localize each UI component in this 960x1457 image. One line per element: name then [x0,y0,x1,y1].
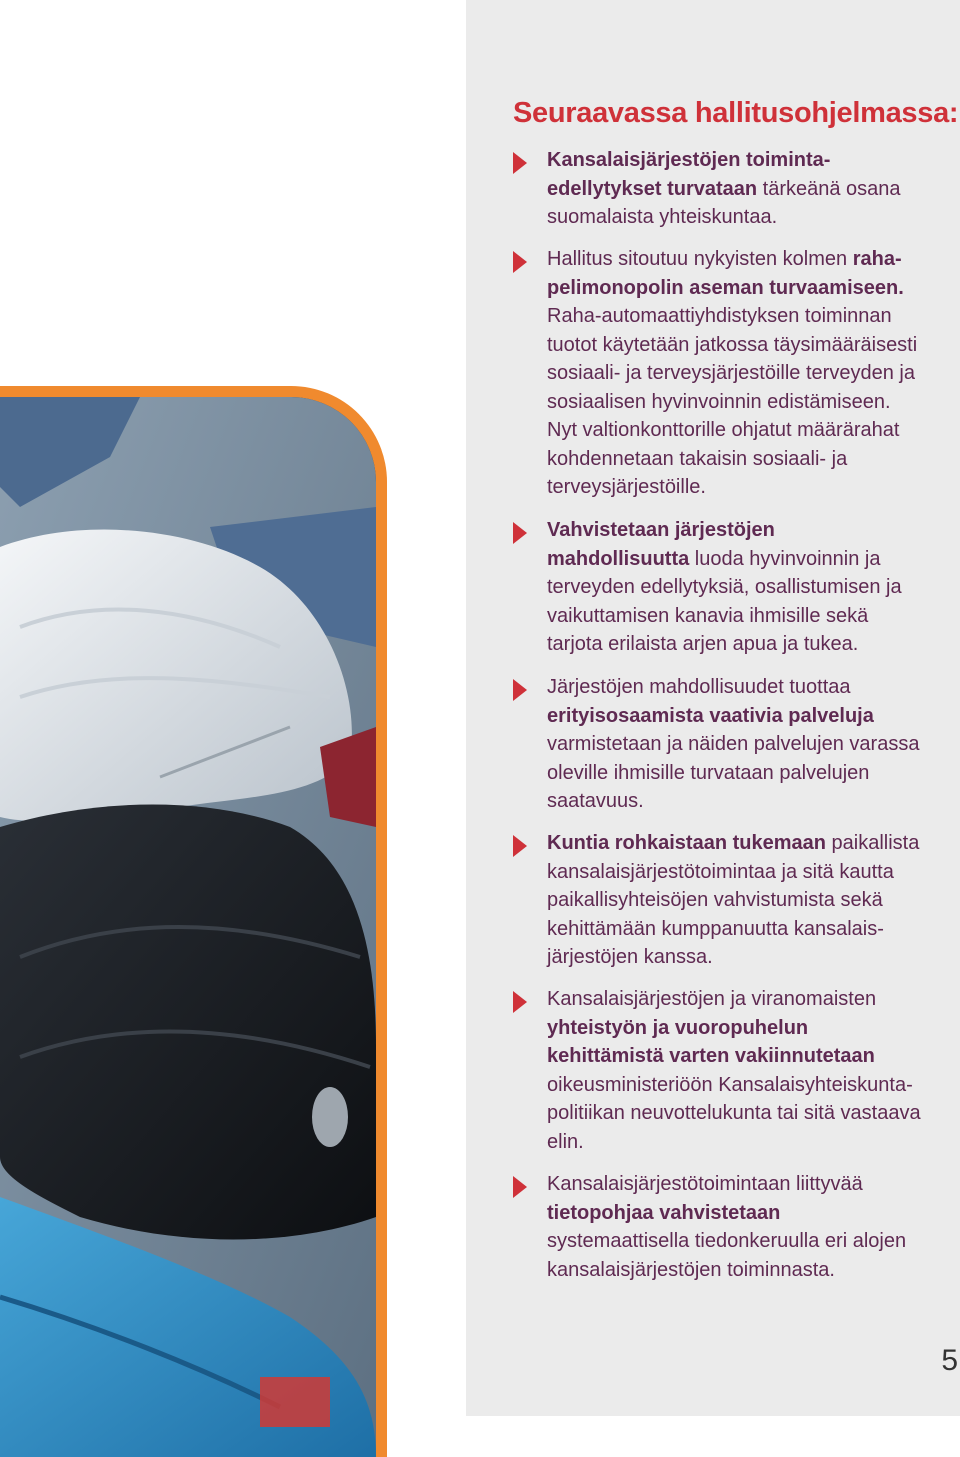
page-number: 5 [941,1344,958,1377]
triangle-bullet-icon [513,152,527,174]
triangle-bullet-icon [513,991,527,1013]
triangle-bullet-icon [513,1176,527,1198]
triangle-bullet-icon [513,251,527,273]
triangle-bullet-icon [513,679,527,701]
triangle-bullet-icon [513,522,527,544]
item-text: Kuntia rohkaistaan tukemaan paikallista kansalaisjärjestötoimintaa ja sitä kautta paikallisyhteisöjen vahvistumista sekä kehittämään kumppanuutta kansalais- järjestöjen kanssa. [547,832,920,968]
item-text: Järjestöjen mahdollisuudet tuottaa erityisosaamista vaativia palveluja varmistetaan ja näiden palvelujen varassa oleville ihmisille turvataan palvelujen saatavuus. [547,676,920,812]
winter-jackets-photo [0,397,376,1457]
item-text: Kansalaisjärjestöjen toiminta- edellytykset turvataan tärkeänä osana suomalaista yhteiskuntaa. [547,149,901,228]
item-text: Hallitus sitoutuu nykyisten kolmen raha- pelimonopolin aseman turvaamiseen. Raha-automaattiyhdistyksen toiminnan tuotot käytetään jatkossa täysimääräisesti sosiaali- ja terveysjärjestöille terveyden ja sosiaalisen hyvinvoinnin edistämiseen. Nyt valtionkonttorille ohjatut määrärahat kohdennetaan takaisin sosiaali- ja terveysjärjestöille. [547,248,918,498]
item-text: Vahvistetaan järjestöjen mahdollisuutta luoda hyvinvoinnin ja terveyden edellytyksiä, osallistumisen ja vaikuttamisen kanavia ihmisille sekä tarjota erilaista arjen apua ja tukea. [547,519,902,655]
item-text: Kansalaisjärjestötoimintaan liittyvää tietopohjaa vahvistetaan systemaattisella tiedonkeruulla eri alojen kansalaisjärjestöjen toiminnasta. [547,1173,907,1281]
photo-frame [0,386,387,1457]
triangle-bullet-icon [513,835,527,857]
item-text: Kansalaisjärjestöjen ja viranomaisten yhteistyön ja vuoropuhelun kehittämistä varten vakiinnutetaan oikeusministeriöön Kansalaisyhteiskunta- politiikan neuvottelukunta tai sitä vastaava elin. [547,988,921,1153]
section-heading: Seuraavassa hallitusohjelmassa: [513,97,959,129]
